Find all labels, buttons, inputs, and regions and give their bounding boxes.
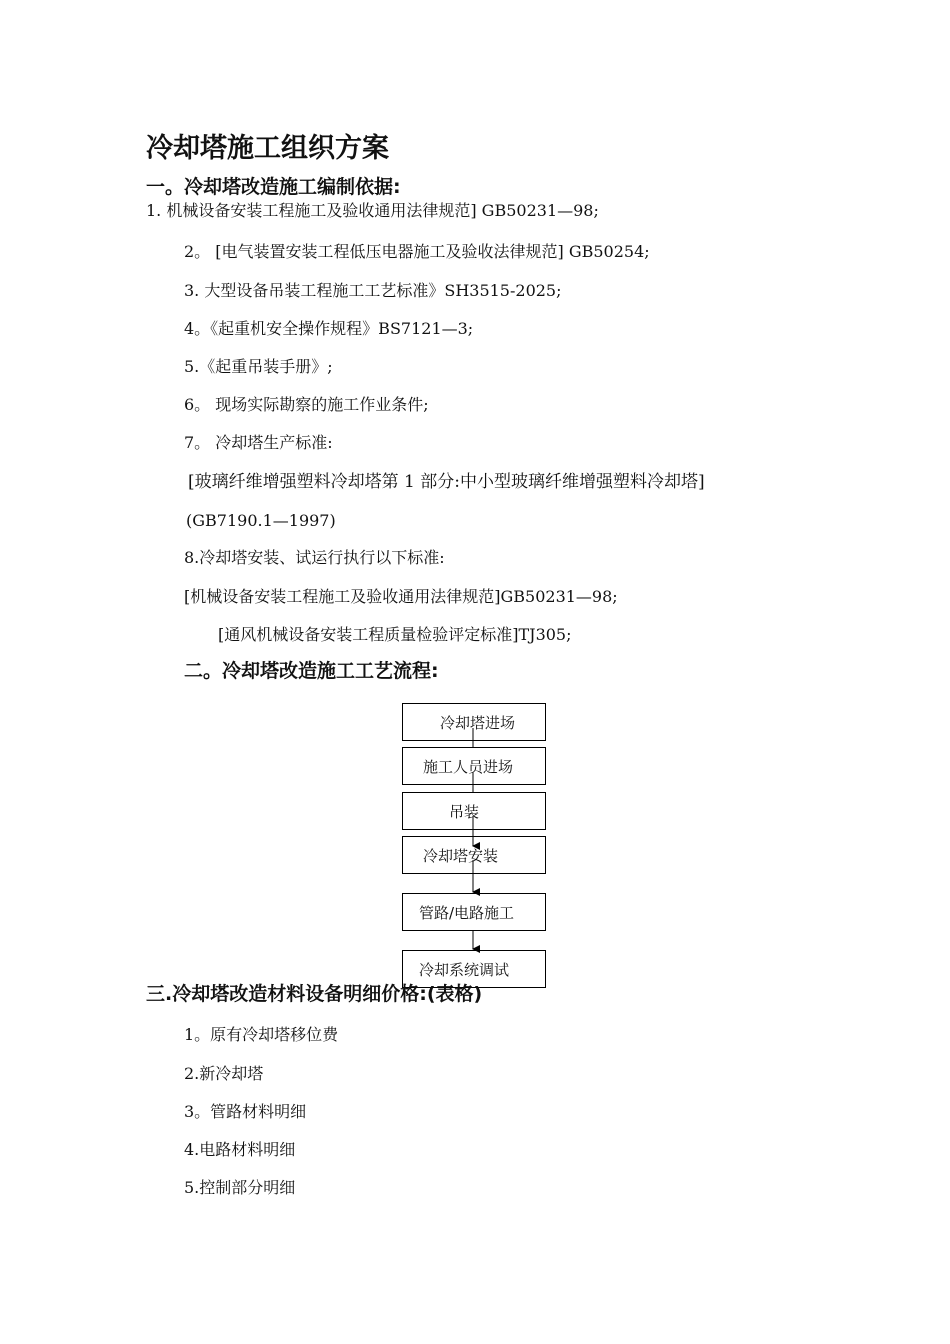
materials-item-1: 1。原有冷却塔移位费 [184,1025,339,1044]
basis-item-7-standard: [玻璃纤维增强塑料冷却塔第 1 部分:中小型玻璃纤维增强塑料冷却塔] [188,472,705,492]
basis-item-1: 1. 机械设备安装工程施工及验收通用法律规范] GB50231—98; [146,201,599,220]
basis-item-8-standard-a: [机械设备安装工程施工及验收通用法律规范]GB50231—98; [184,587,618,606]
basis-item-8-standard-b: [通风机械设备安装工程质量检验评定标准]TJ305; [218,625,572,644]
flow-step-3-label: 吊装 [449,803,480,821]
flow-step-4 [402,836,546,874]
flow-step-6-label: 冷却系统调试 [419,961,510,979]
basis-item-7: 7。 冷却塔生产标准: [184,433,333,452]
basis-item-8: 8.冷却塔安装、试运行执行以下标准: [184,548,445,567]
materials-item-3: 3。管路材料明细 [184,1102,307,1121]
section-heading-basis: 一。冷却塔改造施工编制依据: [146,176,401,198]
flow-step-3 [402,792,546,830]
materials-item-5: 5.控制部分明细 [184,1178,296,1197]
basis-item-5: 5.《起重吊装手册》; [184,357,333,376]
flow-step-2-label: 施工人员进场 [423,758,514,776]
page-title: 冷却塔施工组织方案 [146,133,389,164]
basis-item-7-code: (GB7190.1—1997) [186,511,336,530]
flow-step-5 [402,893,546,931]
section-heading-materials: 三.冷却塔改造材料设备明细价格:(表格) [146,983,483,1005]
flow-step-1 [402,703,546,741]
flow-step-2 [402,747,546,785]
basis-item-2: 2。 [电气装置安装工程低压电器施工及验收法律规范] GB50254; [184,242,650,261]
flow-step-4-label: 冷却塔安装 [423,847,499,865]
basis-item-4: 4。《起重机安全操作规程》BS7121—3; [184,319,474,338]
flow-step-5-label: 管路/电路施工 [419,904,515,922]
basis-item-3: 3. 大型设备吊装工程施工工艺标准》SH3515-2025; [184,281,562,300]
basis-item-6: 6。 现场实际勘察的施工作业条件; [184,395,429,414]
flow-step-1-label: 冷却塔进场 [440,714,516,732]
materials-item-2: 2.新冷却塔 [184,1064,264,1083]
materials-item-4: 4.电路材料明细 [184,1140,296,1159]
section-heading-process: 二。冷却塔改造施工工艺流程: [184,660,439,682]
